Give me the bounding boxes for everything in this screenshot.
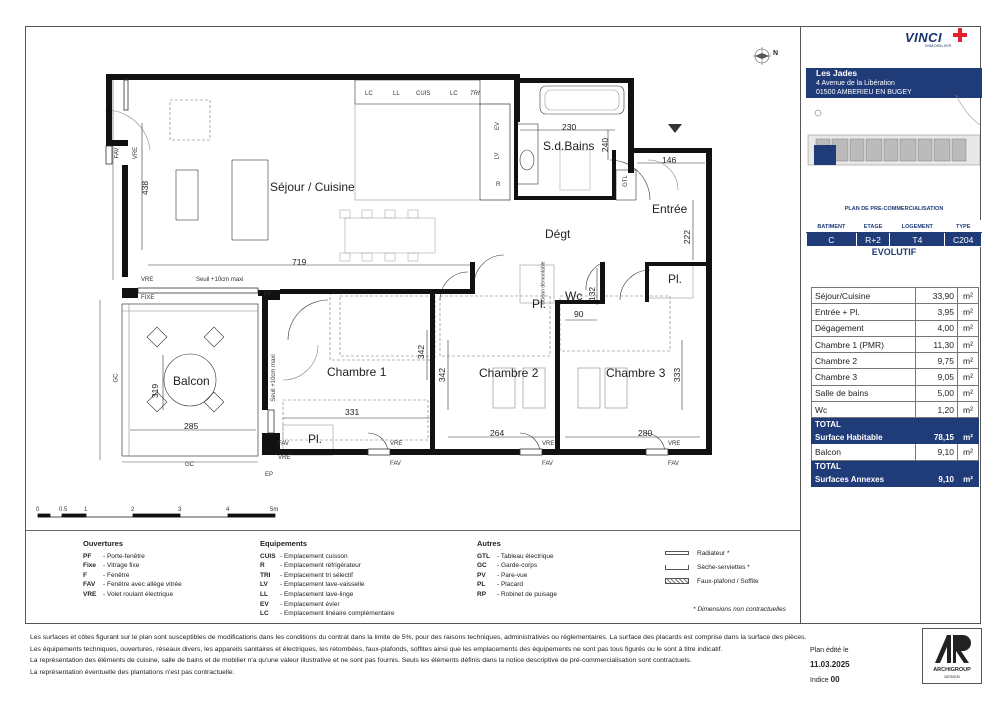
- scale-tick-2: 1: [84, 507, 88, 513]
- tag-gc-1: GC: [113, 373, 120, 383]
- archigroup-logo-icon: [923, 629, 981, 667]
- project-name: Les Jades: [816, 68, 858, 78]
- tag-fixe: FIXE: [141, 295, 155, 301]
- surface-row: [812, 304, 979, 320]
- tag-cuis: CUIS: [416, 91, 431, 97]
- lot-batiment: C: [807, 233, 857, 247]
- archigroup-sub: DESIGN: [944, 674, 960, 679]
- legend-equipements-title: Equipements: [260, 539, 308, 548]
- room-balcon-label: Balcon: [173, 374, 210, 388]
- legend-radiateur: Radiateur *: [697, 550, 730, 557]
- legend-key: VRE: [83, 590, 97, 598]
- legend-value: - Fenêtre avec allège vitrée: [103, 581, 182, 589]
- footer-notes: [30, 632, 806, 678]
- balcon-unit: m²: [958, 444, 979, 460]
- tag-ev: EV: [495, 121, 502, 131]
- tag-seuil-2: Seuil +10cm maxi: [270, 354, 277, 402]
- total-habitable-row-1: [812, 418, 979, 431]
- surface-name: Salle de bains: [812, 385, 916, 401]
- surface-row: [812, 402, 979, 418]
- surface-value: 11,30: [916, 336, 958, 352]
- legend-value: - Emplacement lave-linge: [280, 590, 354, 598]
- surface-name: Wc: [812, 402, 916, 418]
- legend-value: - Garde-corps: [497, 562, 538, 570]
- tag-r: R: [496, 182, 501, 188]
- room-ch1-label: Chambre 1: [327, 365, 387, 379]
- edition-date: 11.03.2025: [810, 660, 850, 669]
- legend-value: - Emplacement réfrigérateur: [280, 562, 361, 570]
- legend-key: LV: [260, 581, 268, 589]
- scale-tick-4: 3: [178, 507, 182, 513]
- surface-name: Chambre 3: [812, 369, 916, 385]
- tag-lc-2: LC: [450, 91, 458, 97]
- tag-ll: LL: [393, 91, 400, 97]
- room-ch2-label: Chambre 2: [479, 366, 539, 380]
- legend-key: Fixe: [83, 562, 97, 570]
- surface-unit: m²: [958, 353, 979, 369]
- room-pl-label-1: Pl.: [532, 297, 547, 311]
- tag-cloison: cloison démontable: [540, 261, 547, 305]
- archigroup-logo: [922, 628, 982, 684]
- indice-value: 00: [830, 675, 840, 684]
- total-annexes-row-2: [812, 473, 979, 486]
- surface-row: [812, 369, 979, 385]
- legend-key: FAV: [83, 581, 96, 589]
- surface-unit: m²: [958, 304, 979, 320]
- dim-319: 319: [150, 383, 161, 399]
- dim-90: 90: [574, 309, 584, 319]
- scale-tick-1: 0.5: [59, 507, 68, 513]
- tag-gtl: GTL: [622, 175, 629, 187]
- room-sejour-label: Séjour / Cuisine: [270, 180, 355, 194]
- note-line: Les surfaces et côtes figurant sur le plan sont susceptibles de modifications dans les conditions du contrat dans la limite de 5%, pour des raisons techniques, administratives ou réglementaires. La surface des placards est comprise dans la surface des pièces.: [30, 634, 807, 641]
- balcon-value: 9,10: [916, 444, 958, 460]
- surface-row: [812, 385, 979, 401]
- surface-unit: m²: [958, 402, 979, 418]
- tag-ep: EP: [265, 472, 274, 478]
- legend-key: GC: [477, 562, 487, 570]
- total-habitable-unit: m²: [958, 431, 979, 444]
- room-ch3-label: Chambre 3: [606, 366, 666, 380]
- tag-fav-4: FAV: [668, 461, 679, 467]
- dim-342-a: 342: [416, 344, 427, 360]
- note-line: La représentation éventuelle des plantations n'est pas contractuelle.: [30, 668, 235, 676]
- legend-value: - Porte-fenêtre: [103, 552, 145, 560]
- legend-key: PL: [477, 581, 486, 589]
- tag-fav-3: FAV: [542, 461, 553, 467]
- dim-146: 146: [662, 155, 677, 165]
- surface-row: [812, 336, 979, 352]
- legend-key: PV: [477, 571, 486, 579]
- legend-faux-plafond: Faux-plafond / Soffite: [697, 578, 759, 585]
- tag-pf: PF: [264, 292, 272, 298]
- room-entree-label: Entrée: [652, 202, 688, 216]
- dim-331: 331: [345, 407, 360, 417]
- lot-table: [806, 220, 982, 247]
- lot-header-logement: LOGEMENT: [890, 221, 945, 233]
- total-annexes-title: TOTAL: [812, 460, 916, 473]
- surface-row: [812, 320, 979, 336]
- legend-value: - Emplacement évier: [280, 600, 340, 608]
- legend-value: - Emplacement cuisson: [280, 552, 348, 560]
- surface-value: 3,95: [916, 304, 958, 320]
- legend-key: CUIS: [260, 552, 276, 560]
- total-annexes-row-1: [812, 460, 979, 473]
- legend-value: - Emplacement lave-vaisselle: [280, 581, 365, 589]
- legend-key: LC: [260, 610, 269, 618]
- radiateur-symbol: [665, 551, 689, 555]
- legend-value: - Tableau électrique: [497, 552, 554, 560]
- seche-serviettes-symbol: [665, 565, 689, 570]
- total-annexes-unit: m²: [958, 473, 979, 486]
- edition-label: Plan édité le: [810, 647, 849, 654]
- dim-333: 333: [672, 367, 683, 383]
- lot-etage: R+2: [856, 233, 890, 247]
- legend-value: - Placard: [497, 581, 524, 589]
- edition-block: [810, 644, 850, 688]
- surface-name: Entrée + Pl.: [812, 304, 916, 320]
- legend-equipements: [260, 539, 395, 619]
- legend-value: - Fenêtre: [103, 571, 130, 579]
- balcon-row: [812, 444, 979, 460]
- dim-280: 280: [638, 428, 653, 438]
- surface-unit: m²: [958, 369, 979, 385]
- surfaces-table: [811, 287, 979, 487]
- surface-row: [812, 353, 979, 369]
- building-key-plan: [806, 95, 980, 200]
- tag-fav-5: FAV: [278, 441, 289, 447]
- total-annexes-label: Surfaces Annexes: [812, 473, 916, 486]
- surface-value: 5,00: [916, 385, 958, 401]
- lot-variant: EVOLUTIF: [871, 247, 917, 257]
- surface-row: [812, 288, 979, 304]
- legend-autres: [477, 539, 557, 600]
- surface-name: Chambre 2: [812, 353, 916, 369]
- balcon-name: Balcon: [812, 444, 916, 460]
- scale-tick-0: 0: [36, 507, 40, 513]
- room-pl-label-2: Pl.: [668, 272, 683, 286]
- room-degt-label: Dégt: [545, 227, 571, 241]
- lot-header-etage: ETAGE: [856, 221, 890, 233]
- lot-logement: T4: [890, 233, 945, 247]
- tag-vre-4: VRE: [542, 441, 555, 447]
- tag-seuil-1: Seuil +10cm maxi: [196, 277, 244, 283]
- surface-value: 9,75: [916, 353, 958, 369]
- surface-name: Dégagement: [812, 320, 916, 336]
- indice-label: Indice: [810, 677, 829, 684]
- room-pl-label-3: Pl.: [308, 432, 323, 446]
- total-habitable-row-2: [812, 431, 979, 444]
- surface-unit: m²: [958, 336, 979, 352]
- brand-logo-icon: [953, 28, 967, 42]
- legend-ouvertures: [83, 539, 182, 600]
- tag-vre-2: VRE: [141, 277, 154, 283]
- legend-key: R: [260, 562, 265, 570]
- note-line: La représentation des éléments de cuisine, salle de bains et de mobilier n'a qu'une valeur illustrative et ne sont pas fournis. Seuls les éléments définis dans la notice descriptive de pré-commercialisation sont contractuels.: [30, 657, 692, 664]
- dim-230: 230: [562, 122, 577, 132]
- legend-key: GTL: [477, 552, 490, 560]
- dim-719: 719: [292, 257, 307, 267]
- legend-key: PF: [83, 552, 92, 560]
- legend-symbols: [665, 547, 759, 589]
- tag-lc-1: LC: [365, 91, 373, 97]
- total-annexes-value: 9,10: [916, 473, 958, 486]
- dim-132: 132: [587, 286, 598, 302]
- project-address-2: 01500 AMBERIEU EN BUGEY: [816, 89, 912, 96]
- tag-fav-1: FAV: [114, 147, 121, 159]
- scale-tick-6: 5m: [270, 507, 279, 513]
- surface-value: 4,00: [916, 320, 958, 336]
- legend-key: F: [83, 571, 87, 579]
- legend-ouvertures-title: Ouvertures: [83, 539, 124, 548]
- legend-disclaimer: * Dimensions non contractuelles: [693, 606, 786, 613]
- north-label: N: [773, 50, 779, 57]
- room-sdb-label: S.d.Bains: [543, 139, 595, 153]
- scale-tick-5: 4: [226, 507, 230, 513]
- surface-value: 1,20: [916, 402, 958, 418]
- project-address-1: 4 Avenue de la Libération: [816, 80, 895, 87]
- dim-240: 240: [600, 137, 611, 153]
- legend-key: LL: [260, 590, 268, 598]
- legend-value: - Pare-vue: [497, 571, 528, 579]
- dim-438: 438: [140, 180, 151, 196]
- total-habitable-value: 78,15: [916, 431, 958, 444]
- scale-tick-3: 2: [131, 507, 135, 513]
- tag-gc-2: GC: [185, 462, 194, 468]
- dim-342-b: 342: [437, 367, 448, 383]
- note-line: Les équipements techniques, ouvertures, réseaux divers, les appareils sanitaires et électriques, les retombées, faux-plafonds, soffites ainsi que les emplacements des équipements ne sont pas tous figurés ou le sont à titre indicatif.: [30, 645, 723, 653]
- legend-value: - Emplacement tri sélectif: [280, 571, 353, 579]
- legend: [25, 530, 800, 624]
- brand-name: VINCI: [905, 30, 943, 45]
- legend-value: - Volet roulant électrique: [103, 590, 174, 598]
- legend-value: - Emplacement linéaire complémentaire: [280, 610, 395, 618]
- legend-value: - Robinet de puisage: [497, 590, 557, 598]
- surface-unit: m²: [958, 385, 979, 401]
- project-block: [806, 68, 982, 98]
- surface-name: Chambre 1 (PMR): [812, 336, 916, 352]
- dim-222: 222: [682, 229, 693, 245]
- surface-value: 9,05: [916, 369, 958, 385]
- total-habitable-label: Surface Habitable: [812, 431, 916, 444]
- lot-header-type: TYPE: [945, 221, 982, 233]
- tag-vre-3: VRE: [390, 441, 403, 447]
- legend-key: RP: [477, 590, 487, 598]
- tag-lv: LV: [494, 152, 501, 160]
- legend-seche-serviettes: Sèche-serviettes *: [697, 564, 750, 571]
- brand-sub: IMMOBILIER: [925, 43, 952, 48]
- legend-value: - Vitrage fixe: [103, 562, 140, 570]
- plan-title: PLAN DE PRE-COMMERCIALISATION: [844, 206, 944, 212]
- legend-key: EV: [260, 600, 269, 608]
- tag-fav-2: FAV: [390, 461, 401, 467]
- surface-name: Séjour/Cuisine: [812, 288, 916, 304]
- tag-vre-5: VRE: [668, 441, 681, 447]
- room-wc-label: Wc: [565, 289, 583, 303]
- surface-unit: m²: [958, 320, 979, 336]
- total-habitable-title: TOTAL: [812, 418, 916, 431]
- tag-vre-6: VRE: [278, 455, 291, 461]
- dim-285: 285: [184, 421, 199, 431]
- legend-autres-title: Autres: [477, 539, 501, 548]
- tag-vre-1: VRE: [133, 146, 140, 160]
- dim-264: 264: [490, 428, 505, 438]
- lot-type: C204: [945, 233, 982, 247]
- faux-plafond-symbol: [665, 578, 689, 584]
- tag-tri: TRI: [470, 91, 480, 97]
- lot-header-batiment: BATIMENT: [807, 221, 857, 233]
- legend-key: TRI: [260, 571, 271, 579]
- archigroup-name: ARCHIGROUP: [933, 667, 971, 673]
- surface-unit: m²: [958, 288, 979, 304]
- surface-value: 33,90: [916, 288, 958, 304]
